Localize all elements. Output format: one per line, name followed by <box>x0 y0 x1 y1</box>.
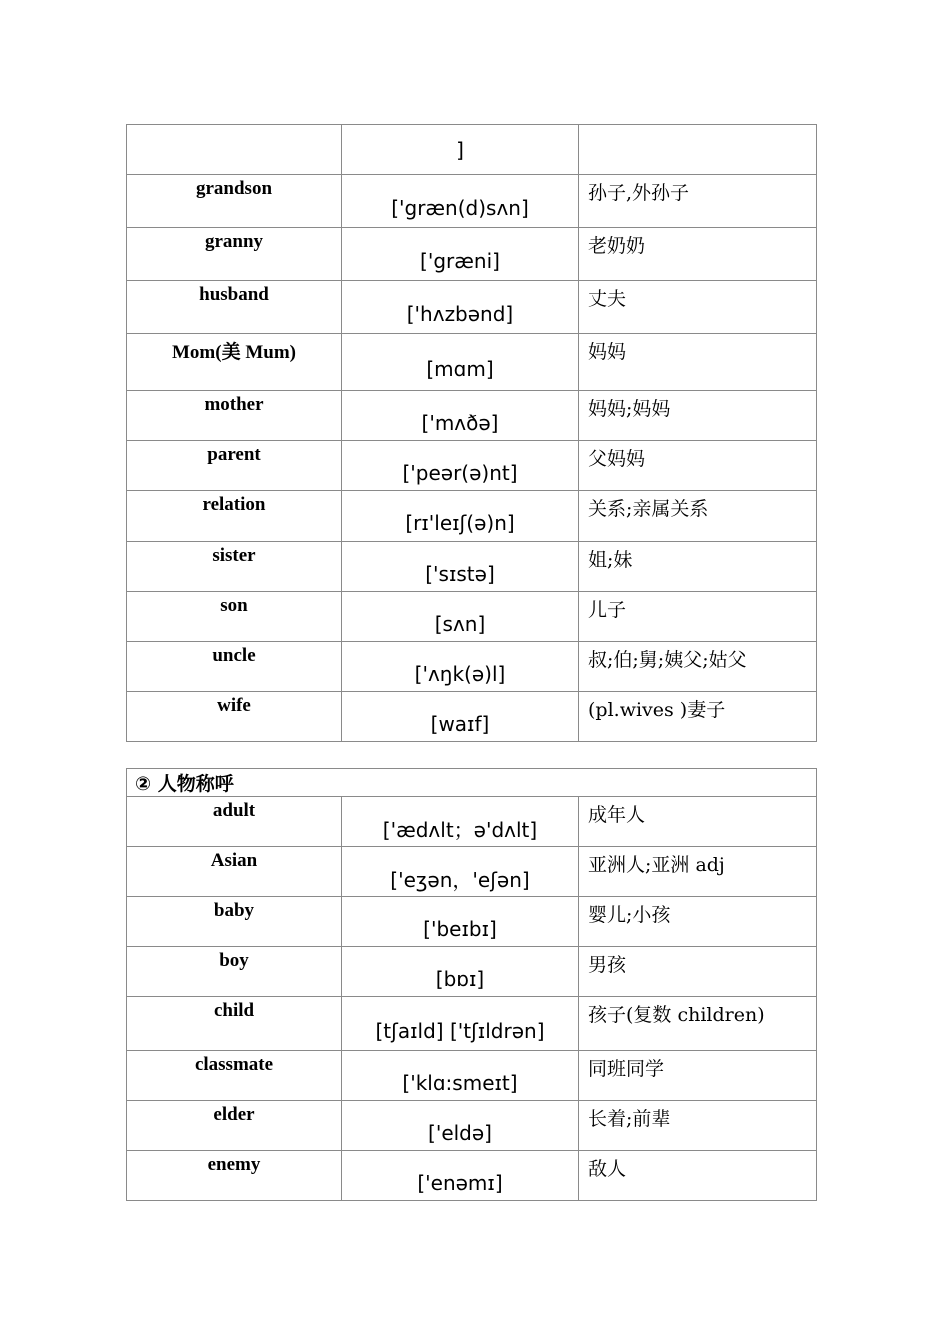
meaning-cell: 男孩 <box>579 947 817 997</box>
table-row <box>127 441 817 491</box>
table-row <box>127 897 817 947</box>
table-row <box>127 1101 817 1151</box>
meaning-cell: 姐;妹 <box>579 542 817 592</box>
word-cell <box>127 125 342 175</box>
meaning-cell: 亚洲人;亚洲 adj <box>579 847 817 897</box>
meaning-cell: 妈妈;妈妈 <box>579 391 817 441</box>
phonetic-cell: [rɪ'leɪʃ(ə)n] <box>342 491 579 542</box>
table-row <box>127 542 817 592</box>
word-cell: grandson <box>127 175 342 228</box>
table-row <box>127 692 817 742</box>
meaning-cell: 妈妈 <box>579 334 817 391</box>
section-header-row <box>127 769 817 797</box>
phonetic-cell: ['græni] <box>342 228 579 281</box>
meaning-cell <box>579 125 817 175</box>
word-cell: relation <box>127 491 342 542</box>
phonetic-cell: ['beɪbɪ] <box>342 897 579 947</box>
table-row <box>127 1151 817 1201</box>
word-cell: Mom(美 Mum) <box>127 334 342 391</box>
table-row <box>127 997 817 1051</box>
meaning-cell: 叔;伯;舅;姨父;姑父 <box>579 642 817 692</box>
word-cell: wife <box>127 692 342 742</box>
meaning-cell: 长着;前辈 <box>579 1101 817 1151</box>
word-cell: classmate <box>127 1051 342 1101</box>
word-cell: sister <box>127 542 342 592</box>
table-row <box>127 491 817 542</box>
phonetic-cell: [mɑm] <box>342 334 579 391</box>
phonetic-cell: ['ʌŋk(ə)l] <box>342 642 579 692</box>
word-cell: uncle <box>127 642 342 692</box>
table-row <box>127 391 817 441</box>
meaning-cell: 孩子(复数 children) <box>579 997 817 1051</box>
table-row <box>127 797 817 847</box>
meaning-cell: 儿子 <box>579 592 817 642</box>
table-row <box>127 947 817 997</box>
phonetic-cell: ] <box>342 125 579 175</box>
word-cell: baby <box>127 897 342 947</box>
word-cell: boy <box>127 947 342 997</box>
word-cell: elder <box>127 1101 342 1151</box>
phonetic-cell: ['eldə] <box>342 1101 579 1151</box>
phonetic-cell: ['sɪstə] <box>342 542 579 592</box>
phonetic-cell: [waɪf] <box>342 692 579 742</box>
phonetic-cell: ['mʌðə] <box>342 391 579 441</box>
word-cell: adult <box>127 797 342 847</box>
table-row <box>127 334 817 391</box>
phonetic-cell: [bɒɪ] <box>342 947 579 997</box>
table-row <box>127 642 817 692</box>
meaning-cell: 老奶奶 <box>579 228 817 281</box>
word-cell: son <box>127 592 342 642</box>
family-vocabulary-table <box>126 124 817 742</box>
word-cell: parent <box>127 441 342 491</box>
people-vocabulary-table <box>126 768 817 1201</box>
phonetic-cell: ['peər(ə)nt] <box>342 441 579 491</box>
word-cell: husband <box>127 281 342 334</box>
phonetic-cell: [sʌn] <box>342 592 579 642</box>
meaning-cell: 孙子,外孙子 <box>579 175 817 228</box>
table-row <box>127 228 817 281</box>
table-row <box>127 125 817 175</box>
phonetic-cell: [tʃaɪld] ['tʃɪldrən] <box>342 997 579 1051</box>
meaning-cell: 敌人 <box>579 1151 817 1201</box>
meaning-cell: 婴儿;小孩 <box>579 897 817 947</box>
phonetic-cell: ['ædʌlt；ə'dʌlt] <box>342 797 579 847</box>
table-row <box>127 592 817 642</box>
meaning-cell: 丈夫 <box>579 281 817 334</box>
section-title: ② 人物称呼 <box>127 769 817 797</box>
phonetic-cell: ['klɑ:smeɪt] <box>342 1051 579 1101</box>
table-row <box>127 281 817 334</box>
word-cell: enemy <box>127 1151 342 1201</box>
table-row <box>127 847 817 897</box>
phonetic-cell: ['græn(d)sʌn] <box>342 175 579 228</box>
table-row <box>127 1051 817 1101</box>
word-cell: mother <box>127 391 342 441</box>
meaning-cell: 父妈妈 <box>579 441 817 491</box>
phonetic-cell: ['enəmɪ] <box>342 1151 579 1201</box>
meaning-cell: 同班同学 <box>579 1051 817 1101</box>
meaning-cell: 关系;亲属关系 <box>579 491 817 542</box>
word-cell: child <box>127 997 342 1051</box>
word-cell: Asian <box>127 847 342 897</box>
meaning-cell: 成年人 <box>579 797 817 847</box>
phonetic-cell: ['hʌzbənd] <box>342 281 579 334</box>
word-cell: granny <box>127 228 342 281</box>
table-row <box>127 175 817 228</box>
meaning-cell: (pl.wives )妻子 <box>579 692 817 742</box>
phonetic-cell: ['eʒən，'eʃən] <box>342 847 579 897</box>
